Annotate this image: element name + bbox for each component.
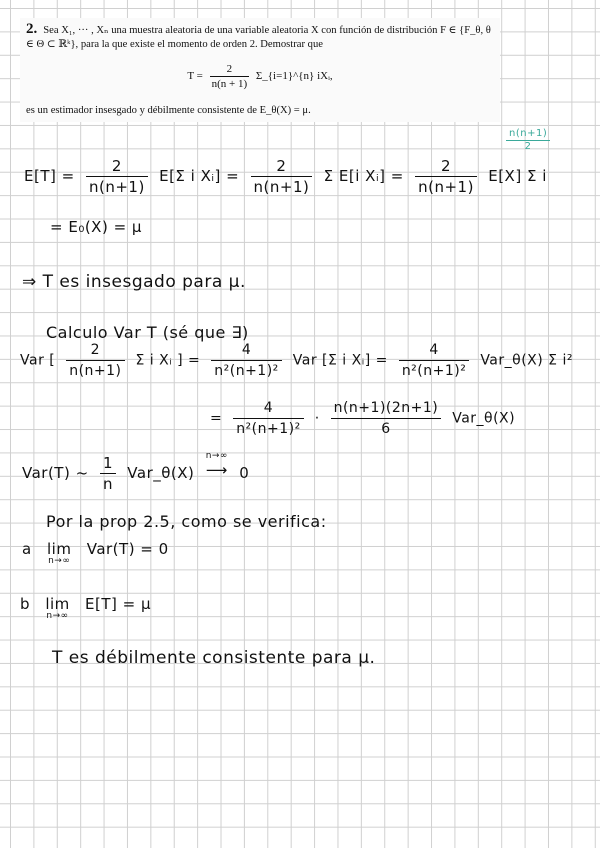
formula-lhs: T = — [187, 70, 203, 83]
note-line-9 — [22, 540, 169, 566]
note-line-1 — [24, 156, 547, 197]
problem-conclusion: es un estimador insesgado y débilmente consistente de E_θ(X) = μ. — [26, 105, 311, 116]
line5-frac3-den: n²(n+1)² — [401, 363, 467, 379]
limit-arrow — [206, 453, 228, 479]
line1-frac3-den: n(n+1) — [418, 178, 474, 196]
line10-rest: E[T] = μ — [85, 595, 152, 613]
formula-fraction — [210, 62, 250, 91]
line1-frac2-num: 2 — [251, 156, 313, 177]
line5-frac2-num: 4 — [211, 340, 282, 361]
problem-text: Sea X₁, ··· , Xₙ una muestra aleatoria de una variable aleatoria X con función de distribución F ∈ {F_θ, θ ∈ Θ ⊂ ℝᵏ}, para la que existe el momento de orden 2. Demostrar que — [26, 25, 491, 50]
line7-mid: Var_θ(X) — [127, 464, 195, 482]
note-line-5 — [20, 340, 573, 381]
note-line-4: Calculo Var T (sé que ∃) — [46, 323, 249, 342]
teal-annotation-num: n(n+1) — [506, 128, 550, 141]
line6-dot: · — [314, 410, 320, 427]
line5-lhs: Var [ — [20, 352, 56, 369]
line6-frac-den: n²(n+1)² — [236, 421, 301, 437]
line9-sub: n→∞ — [48, 556, 71, 566]
line1-frac-den: n(n+1) — [88, 178, 145, 196]
line7-lhs: Var(T) ~ — [22, 464, 89, 482]
line9-label: a — [22, 540, 32, 558]
note-line-7 — [22, 453, 249, 494]
line10-label: b — [20, 595, 31, 613]
line10-limit — [45, 595, 69, 621]
line7-end: 0 — [239, 464, 250, 482]
line5-frac-den: n(n+1) — [69, 363, 122, 379]
line5-mid: Σ i Xᵢ ] = — [135, 352, 201, 369]
problem-statement — [20, 18, 500, 122]
line6-frac-num: 4 — [233, 398, 304, 419]
teal-annotation-den: 2 — [524, 141, 532, 152]
line9-rest: Var(T) = 0 — [86, 540, 169, 558]
note-line-8: Por la prop 2.5, como se verifica: — [46, 512, 327, 531]
note-line-2: = E₀(X) = μ — [50, 218, 142, 236]
formula-sum: Σ_{i=1}^{n} iXᵢ, — [255, 70, 333, 83]
line1-lhs: E[T] = — [24, 167, 75, 185]
line9-limit — [47, 540, 71, 566]
note-line-11: T es débilmente consistente para μ. — [52, 648, 376, 668]
line6-end: Var_θ(X) — [452, 410, 516, 427]
line6-frac2-num: n(n+1)(2n+1) — [331, 398, 442, 419]
line7-frac-den: n — [102, 475, 113, 493]
line7-arrow-label: n→∞ — [205, 451, 228, 461]
arrow-glyph: ⟶ — [205, 461, 228, 479]
line5-frac-num: 2 — [66, 340, 124, 361]
line1-frac-num: 2 — [86, 156, 148, 177]
line1-frac2-den: n(n+1) — [253, 178, 310, 196]
line5-frac3-num: 4 — [399, 340, 470, 361]
formula-denominator: n(n + 1) — [211, 78, 248, 90]
line1-mid2: Σ E[i Xᵢ] = — [323, 167, 404, 185]
line9-lim: lim — [46, 540, 72, 558]
problem-formula — [20, 62, 500, 91]
line1-mid: E[Σ i Xᵢ] = — [159, 167, 240, 185]
line6-eq: = — [210, 410, 223, 427]
note-line-6 — [210, 398, 515, 439]
line1-end: E[X] Σ i — [488, 167, 547, 185]
line10-lim: lim — [45, 595, 70, 613]
line5-frac2-den: n²(n+1)² — [214, 363, 279, 379]
line5-mid2: Var [Σ i Xᵢ] = — [292, 352, 388, 369]
line10-sub: n→∞ — [46, 611, 69, 621]
teal-annotation — [506, 128, 550, 153]
line5-end: Var_θ(X) Σ i² — [480, 352, 573, 369]
note-line-3: ⇒ T es insesgado para μ. — [22, 272, 246, 292]
note-line-10 — [20, 595, 151, 621]
line6-frac2-den: 6 — [381, 421, 391, 437]
formula-numerator: 2 — [210, 62, 250, 77]
problem-number: 2. — [26, 21, 38, 37]
line1-frac3-num: 2 — [415, 156, 477, 177]
line7-frac-num: 1 — [100, 453, 116, 474]
